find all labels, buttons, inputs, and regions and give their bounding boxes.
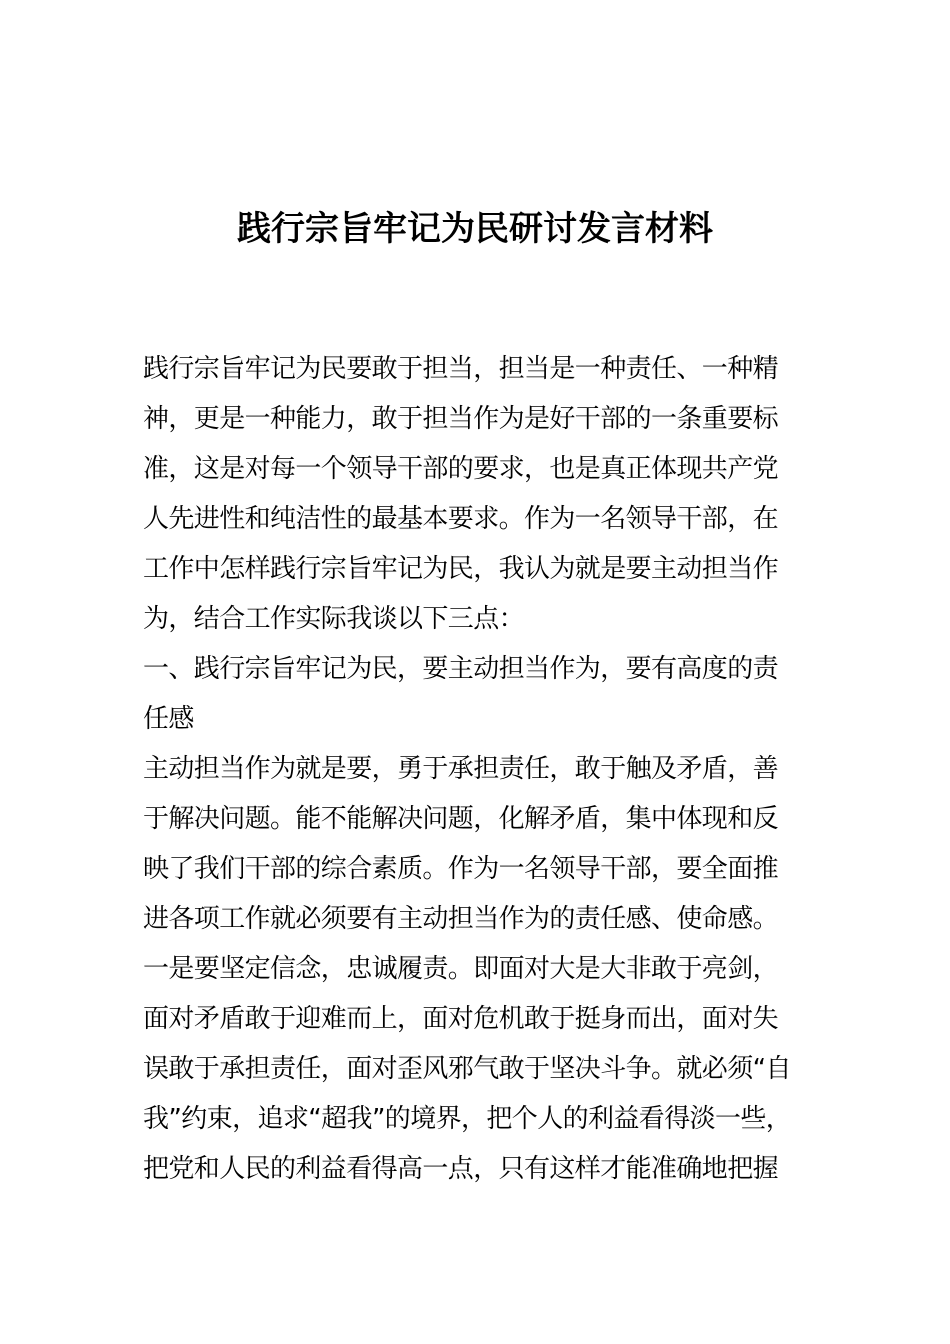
body-line: 为，结合工作实际我谈以下三点：	[143, 604, 525, 634]
body-line: 面对矛盾敢于迎难而上，面对危机敢于挺身而出，面对失	[143, 1004, 779, 1034]
section-heading: 任感	[143, 704, 194, 734]
body-line: 工作中怎样践行宗旨牢记为民，我认为就是要主动担当作	[143, 554, 779, 584]
body-line: 人先进性和纯洁性的最基本要求。作为一名领导干部，在	[143, 504, 779, 534]
document-title: 践行宗旨牢记为民研讨发言材料	[237, 209, 713, 249]
body-line: 践行宗旨牢记为民要敢于担当，担当是一种责任、一种精	[143, 354, 779, 384]
body-line: 准，这是对每一个领导干部的要求，也是真正体现共产党	[143, 454, 779, 484]
body-line: 把党和人民的利益看得高一点，只有这样才能准确地把握	[143, 1154, 779, 1184]
body-line: 神，更是一种能力，敢于担当作为是好干部的一条重要标	[143, 404, 779, 434]
body-line: 进各项工作就必须要有主动担当作为的责任感、使命感。	[143, 904, 779, 934]
body-line: 我”约束，追求“超我”的境界，把个人的利益看得淡一些，	[143, 1104, 792, 1134]
body-line: 映了我们干部的综合素质。作为一名领导干部，要全面推	[143, 854, 779, 884]
section-heading: 一、践行宗旨牢记为民，要主动担当作为，要有高度的责	[143, 654, 779, 684]
body-line: 一是要坚定信念，忠诚履责。即面对大是大非敢于亮剑，	[143, 954, 779, 984]
body-line: 误敢于承担责任，面对歪风邪气敢于坚决斗争。就必须“自	[143, 1054, 791, 1084]
body-line: 主动担当作为就是要，勇于承担责任，敢于触及矛盾，善	[143, 754, 779, 784]
body-line: 于解决问题。能不能解决问题，化解矛盾，集中体现和反	[143, 804, 779, 834]
